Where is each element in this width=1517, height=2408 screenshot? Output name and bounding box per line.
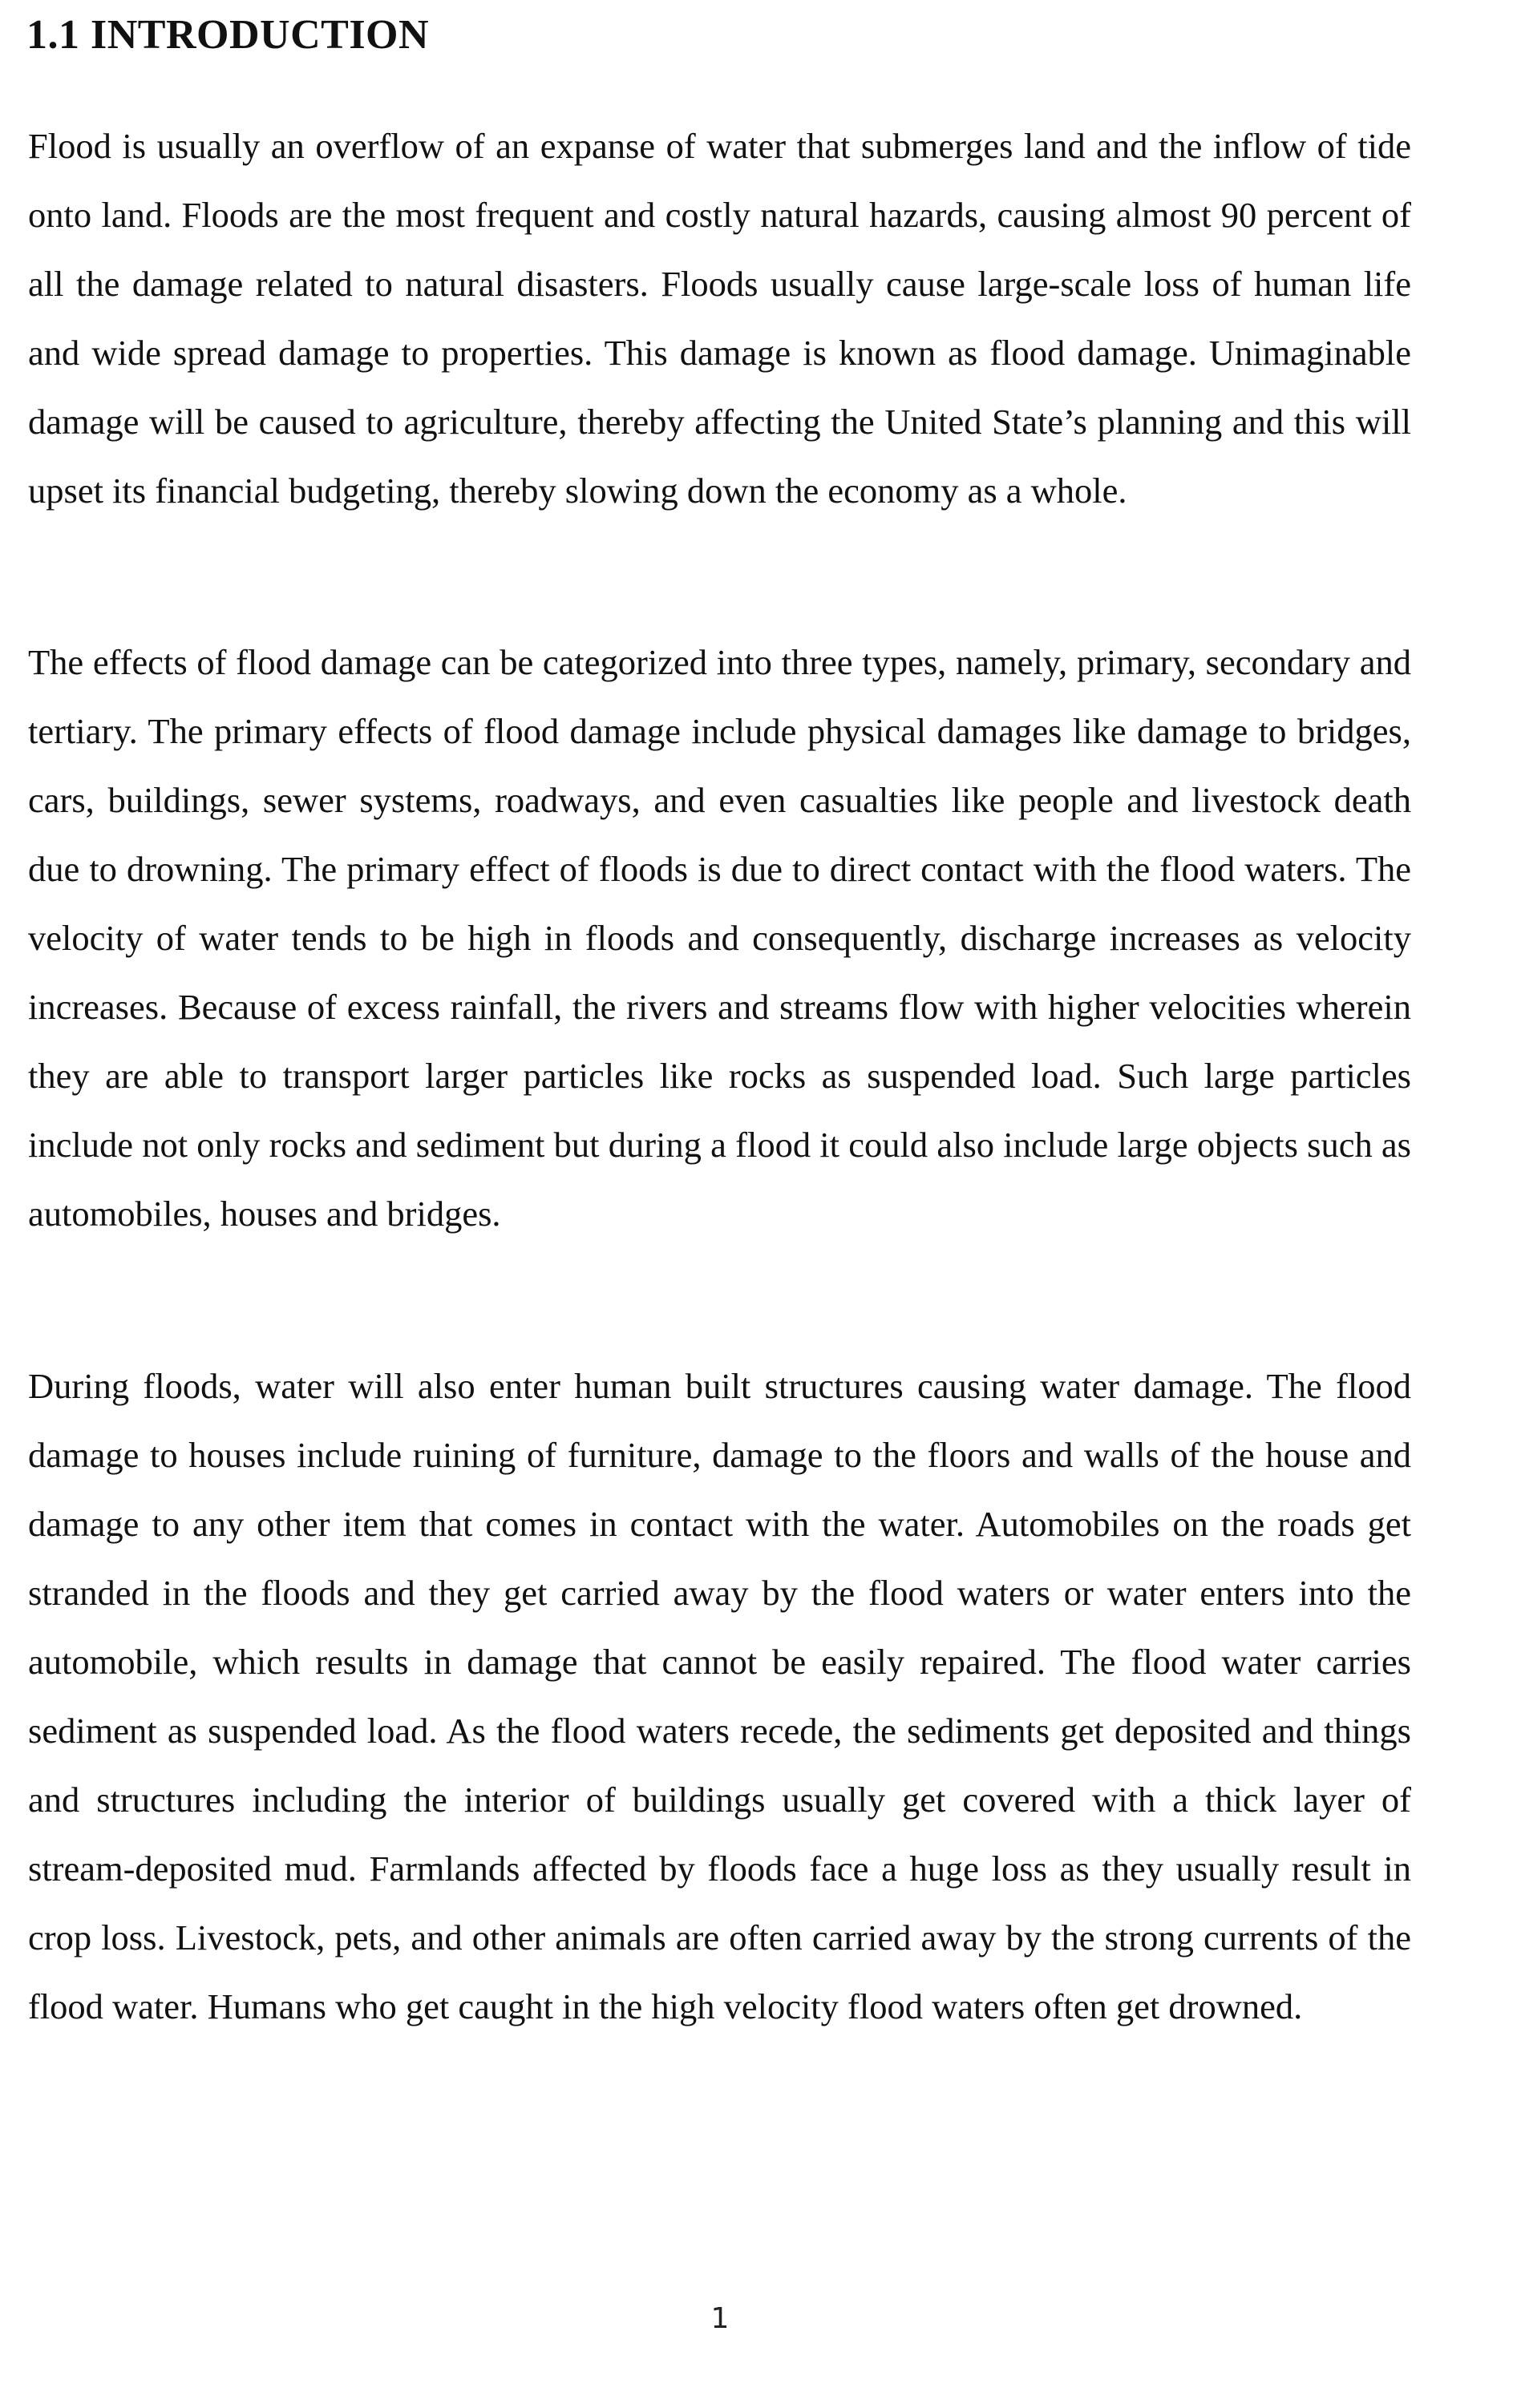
paragraph-text: During floods, water will also enter human built structures causing water damage. The flood damage to houses include ruining of furniture, damage to the floors and walls of the house and damage to any other item that comes in contact with the water. Automobiles on the roads get stranded in the floods and they get carried away by the flood waters or water enters into the automobile, which results in damage that cannot be easily repaired. The flood water carries sediment as suspended load. As the flood waters recede, the sediments get deposited and things and structures including the interior of buildings usually get covered with a thick layer of stream-deposited mud. Farmlands affected by floods face a huge loss as they usually result in crop loss. Livestock, pets, and other animals are often carried away by the strong currents of the flood water. Humans who get caught in the high velocity flood waters often get drowned. (28, 1366, 1411, 2026)
body-paragraph-2 (28, 628, 1411, 1248)
paragraph-text: The effects of flood damage can be categorized into three types, namely, primary, secondary and tertiary. The primary effects of flood damage include physical damages like damage to bridges, cars, buildings, sewer systems, roadways, and even casualties like people and livestock death due to drowning. The primary effect of floods is due to direct contact with the flood waters. The velocity of water tends to be high in floods and consequently, discharge increases as velocity increases. Because of excess rainfall, the rivers and streams flow with higher velocities wherein they are able to transport larger particles like rocks as suspended load. Such large particles include not only rocks and sediment but during a flood it could also include large objects such as automobiles, houses and bridges. (28, 642, 1411, 1234)
paragraph-text: Flood is usually an overflow of an expanse of water that submerges land and the inflow of tide onto land. Floods are the most frequent and costly natural hazards, causing almost 90 percent of all the damage related to natural disasters. Floods usually cause large-scale loss of human life and wide spread damage to properties. This damage is known as flood damage. Unimaginable damage will be caused to agriculture, thereby affecting the United State’s planning and this will upset its financial budgeting, thereby slowing down the economy as a whole. (28, 126, 1411, 511)
body-paragraph-1 (28, 111, 1411, 525)
body-paragraph-3 (28, 1351, 1411, 2041)
page-number: 1 (710, 2302, 730, 2335)
section-heading: 1.1 INTRODUCTION (26, 12, 430, 58)
